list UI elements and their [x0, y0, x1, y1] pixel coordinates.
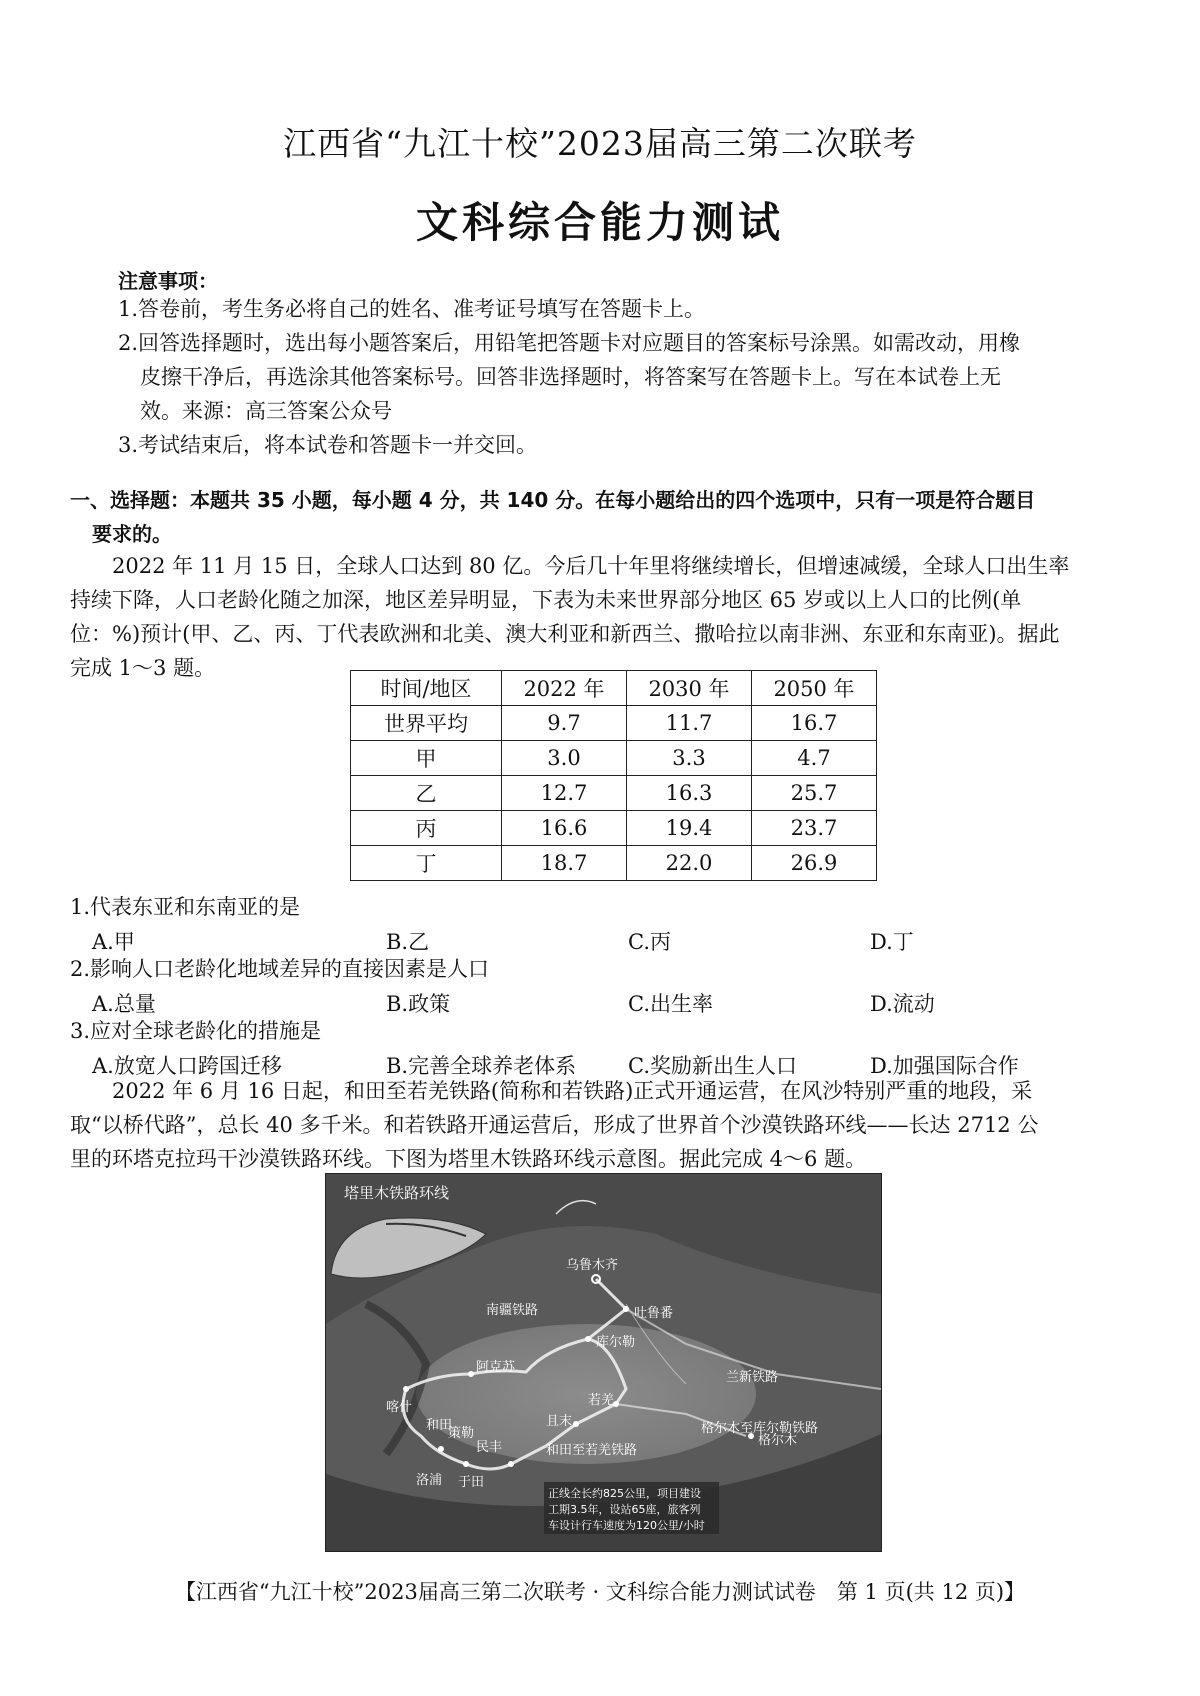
map-label-golmud-korla-rail: 格尔木至库尔勒铁路 [701, 1421, 819, 1436]
table-cell: 12.7 [502, 776, 627, 811]
table-header-cell: 时间/地区 [351, 671, 502, 706]
notice-item: 1.答卷前，考生务必将自己的姓名、准考证号填写在答题卡上。 [118, 297, 706, 321]
map-label-minfeng: 民丰 [476, 1440, 503, 1455]
option-a: A.放宽人口跨国迁移 [92, 1054, 282, 1078]
question-stem: 3.应对全球老龄化的措施是 [70, 1019, 322, 1043]
table-header-cell: 2030 年 [627, 671, 752, 706]
notice-heading: 注意事项： [118, 269, 218, 293]
table-cell: 18.7 [502, 846, 627, 881]
map-label-cele: 策勒 [448, 1426, 475, 1441]
map-note-line: 工期3.5年，设站65座，旅客列 [548, 1503, 701, 1516]
notice-item: 2.回答选择题时，选出每小题答案后，用铅笔把答题卡对应题目的答案标号涂黑。如需改动，用橡 [118, 331, 1021, 355]
passage-line: 里的环塔克拉玛干沙漠铁路环线。下图为塔里木铁路环线示意图。据此完成 4～6 题。 [70, 1147, 867, 1171]
map-label-golmud: 格尔木 [758, 1433, 798, 1448]
exam-title: 江西省“九江十校”2023届高三第二次联考 [283, 124, 917, 163]
map-note-line: 正线全长约825公里，项目建设 [548, 1487, 701, 1500]
map-label-southern-xinjiang-rail: 南疆铁路 [486, 1303, 539, 1318]
section-heading-cont: 要求的。 [92, 522, 172, 546]
passage-line: 位：%)预计(甲、乙、丙、丁代表欧洲和北美、澳大利亚和新西兰、撒哈拉以南非洲、东亚和东南亚)。据此 [70, 622, 1060, 646]
table-cell: 甲 [351, 741, 502, 776]
table-cell: 22.0 [627, 846, 752, 881]
table-cell: 丙 [351, 811, 502, 846]
table-header-cell: 2050 年 [752, 671, 877, 706]
table-cell: 19.4 [627, 811, 752, 846]
map-label-yutian: 于田 [458, 1475, 485, 1490]
map-label-korla: 库尔勒 [596, 1335, 636, 1350]
table-header-cell: 2022 年 [502, 671, 627, 706]
population-table [350, 670, 877, 881]
map-label-urumqi: 乌鲁木齐 [566, 1258, 619, 1273]
notice-item: 皮擦干净后，再选涂其他答案标号。回答非选择题时，将答案写在答题卡上。写在本试卷上无 [140, 365, 1001, 389]
map-label-hotan-ruoqiang-rail: 和田至若羌铁路 [546, 1443, 638, 1458]
table-row [351, 776, 877, 811]
map-label-aksu: 阿克苏 [476, 1360, 516, 1375]
table-row [351, 846, 877, 881]
option-c: C.奖励新出生人口 [628, 1054, 797, 1078]
table-header-row [351, 671, 877, 706]
option-d: D.流动 [870, 992, 935, 1016]
table-cell: 乙 [351, 776, 502, 811]
map-label-kashgar: 喀什 [386, 1400, 413, 1415]
passage-line: 2022 年 6 月 16 日起，和田至若羌铁路(简称和若铁路)正式开通运营，在风沙特别严重的地段，采 [112, 1079, 1033, 1103]
page-footer: 【江西省“九江十校”2023届高三第二次联考 · 文科综合能力测试试卷 第 1 页(共 12 页)】 [174, 1580, 1026, 1604]
option-c: C.丙 [628, 930, 671, 954]
table-cell: 丁 [351, 846, 502, 881]
table-cell: 11.7 [627, 706, 752, 741]
table-cell: 4.7 [752, 741, 877, 776]
table-row [351, 706, 877, 741]
map-label-qiemo: 且末 [546, 1414, 573, 1429]
map-label-hotan: 和田 [426, 1418, 453, 1433]
map-title: 塔里木铁路环线 [344, 1184, 450, 1202]
passage-line: 完成 1～3 题。 [70, 656, 216, 680]
table-cell: 25.7 [752, 776, 877, 811]
option-d: D.丁 [870, 930, 914, 954]
table-cell: 23.7 [752, 811, 877, 846]
table-cell: 世界平均 [351, 706, 502, 741]
table-cell: 26.9 [752, 846, 877, 881]
map-label-luopu: 洛浦 [416, 1473, 443, 1488]
table-cell: 3.3 [627, 741, 752, 776]
notice-item: 3.考试结束后，将本试卷和答题卡一并交回。 [118, 433, 538, 457]
passage-line: 持续下降，人口老龄化随之加深，地区差异明显，下表为未来世界部分地区 65 岁或以上人口的比例(单 [70, 588, 1022, 612]
option-b: B.完善全球养老体系 [386, 1054, 577, 1078]
passage-line: 取“以桥代路”，总长 40 多千米。和若铁路开通运营后，形成了世界首个沙漠铁路环线——长达 2712 公 [70, 1113, 1039, 1137]
option-c: C.出生率 [628, 992, 713, 1016]
option-b: B.政策 [386, 992, 451, 1016]
section-heading: 一、选择题：本题共 35 小题，每小题 4 分，共 140 分。在每小题给出的四个选项中，只有一项是符合题目 [70, 488, 1036, 512]
option-a: A.总量 [92, 992, 156, 1016]
option-a: A.甲 [92, 930, 135, 954]
table-cell: 9.7 [502, 706, 627, 741]
option-d: D.加强国际合作 [870, 1054, 1019, 1078]
option-b: B.乙 [386, 930, 430, 954]
table-row [351, 741, 877, 776]
table-cell: 16.3 [627, 776, 752, 811]
map-note-line: 车设计行车速度为120公里/小时 [548, 1519, 705, 1532]
map-label-turpan: 吐鲁番 [634, 1306, 674, 1321]
table-row [351, 811, 877, 846]
table-cell: 3.0 [502, 741, 627, 776]
exam-subtitle: 文科综合能力测试 [415, 198, 784, 247]
table-cell: 16.7 [752, 706, 877, 741]
table-cell: 16.6 [502, 811, 627, 846]
passage-line: 2022 年 11 月 15 日，全球人口达到 80 亿。今后几十年里将继续增长，但增速减缓，全球人口出生率 [112, 554, 1070, 578]
tarim-railway-map [325, 1173, 882, 1552]
notice-item: 效。来源：高三答案公众号 [140, 399, 392, 423]
map-label-lanxin-rail: 兰新铁路 [726, 1370, 779, 1385]
question-stem: 2.影响人口老龄化地域差异的直接因素是人口 [70, 957, 490, 981]
question-stem: 1.代表东亚和东南亚的是 [70, 895, 301, 919]
map-label-ruoqiang: 若羌 [588, 1393, 615, 1408]
